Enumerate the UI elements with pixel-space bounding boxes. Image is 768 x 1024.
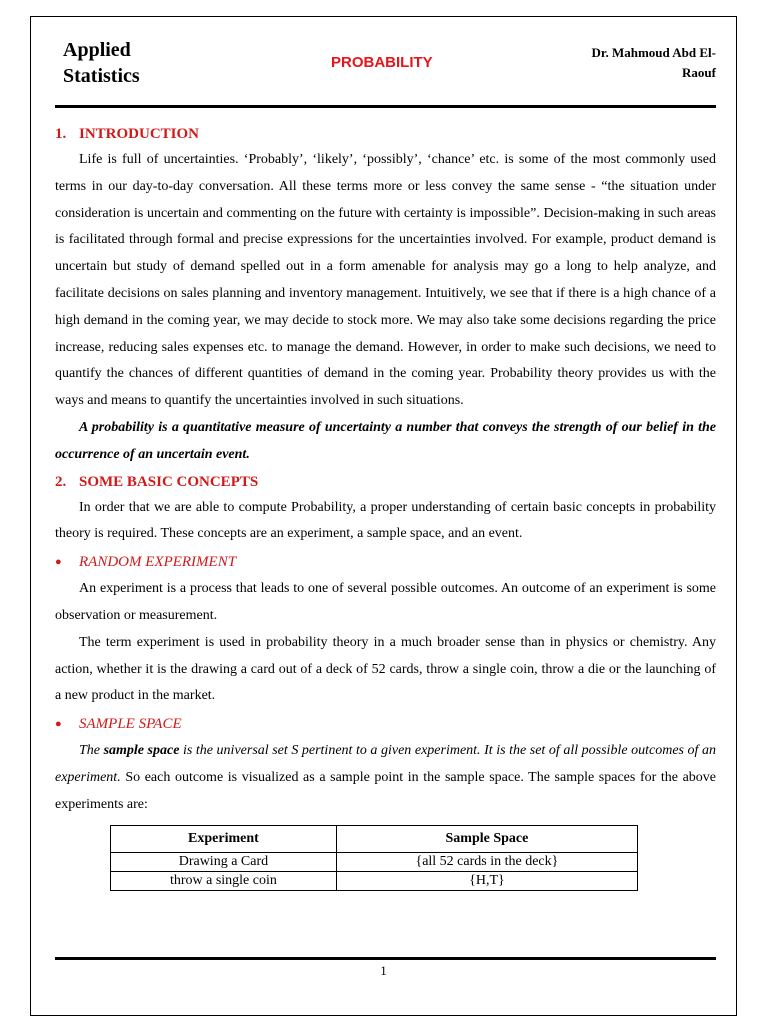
table-header-cell: Experiment	[111, 825, 337, 852]
author-line2: Raouf	[682, 65, 716, 80]
intro-paragraph: Life is full of uncertainties. ‘Probably’, ‘likely’, ‘possibly’, ‘chance’ etc. is some of the most commonly used terms in our day-to-day conversation. All these terms more or less convey the same sense - “the situation under consideration is uncertain and commenting on the future with certainty is impossible”. Decision-making in such areas is facilitated through formal and precise expressions for the uncertainties involved. For example, product demand is uncertain but study of demand spelled out in a form amenable for analysis may go a long to help analyze, and facilitate decisions on sales planning and inventory management. Intuitively, we see that if there is a high chance of a high demand in the coming year, we may decide to stock more. We may also take some decisions regarding the price increase, reducing sales expenses etc. to manage the demand. However, in order to make such decisions, we need to quantify the chances of different quantities of demand in the coming year. Probability theory provides us with the ways and means to quantify the uncertainties involved in such situations.	[55, 152, 716, 409]
sample-space-text-rest: So each outcome is visualized as a sample point in the sample space. The sample spaces for the above experiments are:	[55, 769, 717, 812]
table-header-row	[111, 825, 638, 852]
sample-space-text: The	[79, 743, 100, 759]
chapter-title: PROBABILITY	[331, 54, 433, 71]
page-body	[55, 121, 716, 891]
sample-space-paragraph	[55, 738, 716, 818]
table-cell: {H,T}	[336, 871, 637, 890]
section-heading-basic-concepts	[55, 469, 716, 495]
bullet-icon: ●	[55, 556, 62, 569]
basic-concepts-paragraph: In order that we are able to compute Probability, a proper understanding of certain basic concepts in probability theory is required. These concepts are an experiment, a sample space, and an event.	[55, 499, 716, 542]
table-header-cell: Sample Space	[336, 825, 637, 852]
header-divider	[55, 105, 716, 108]
section-title: SOME BASIC CONCEPTS	[79, 473, 259, 490]
table-cell: throw a single coin	[111, 871, 337, 890]
course-title-line2: Statistics	[63, 65, 140, 87]
subheading-title: SAMPLE SPACE	[79, 716, 182, 733]
random-experiment-paragraph-1: An experiment is a process that leads to one of several possible outcomes. An outcome of an experiment is some observation or measurement.	[55, 581, 716, 623]
section-number: 2.	[55, 473, 67, 490]
footer-divider	[55, 957, 716, 960]
random-experiment-paragraph-2: The term experiment is used in probability theory in a much broader sense than in physics or chemistry. Any action, whether it is the drawing a card out of a deck of 52 cards, throw a single coin, throw a die or the launching of a new product in the market.	[55, 634, 716, 704]
bullet-icon: ●	[55, 718, 62, 731]
table-cell: {all 52 cards in the deck}	[336, 852, 637, 871]
probability-definition: A probability is a quantitative measure of uncertainty a number that conveys the strength of our belief in the occurrence of an uncertain event.	[55, 419, 716, 462]
author-name	[516, 43, 716, 83]
table-cell: Drawing a Card	[111, 852, 337, 871]
sample-space-definition: is the universal set S pertinent to a given experiment. It is the set of all possible outcomes of an experiment.	[55, 743, 716, 785]
author-line1: Dr. Mahmoud Abd El-	[591, 45, 716, 60]
course-title	[63, 37, 140, 89]
subheading-sample-space	[55, 710, 716, 738]
section-number: 1.	[55, 126, 67, 142]
table-row	[111, 852, 638, 871]
page-header	[31, 17, 736, 97]
section-heading-introduction	[55, 121, 716, 147]
subheading-random-experiment	[55, 548, 716, 576]
section-title: INTRODUCTION	[79, 126, 200, 142]
sample-space-table	[110, 825, 638, 891]
subheading-title: RANDOM EXPERIMENT	[79, 554, 237, 571]
course-title-line1: Applied	[63, 39, 131, 61]
page-frame	[30, 16, 737, 1016]
sample-space-term: sample space	[103, 743, 180, 759]
table-row	[111, 871, 638, 890]
page-number: 1	[380, 963, 387, 978]
